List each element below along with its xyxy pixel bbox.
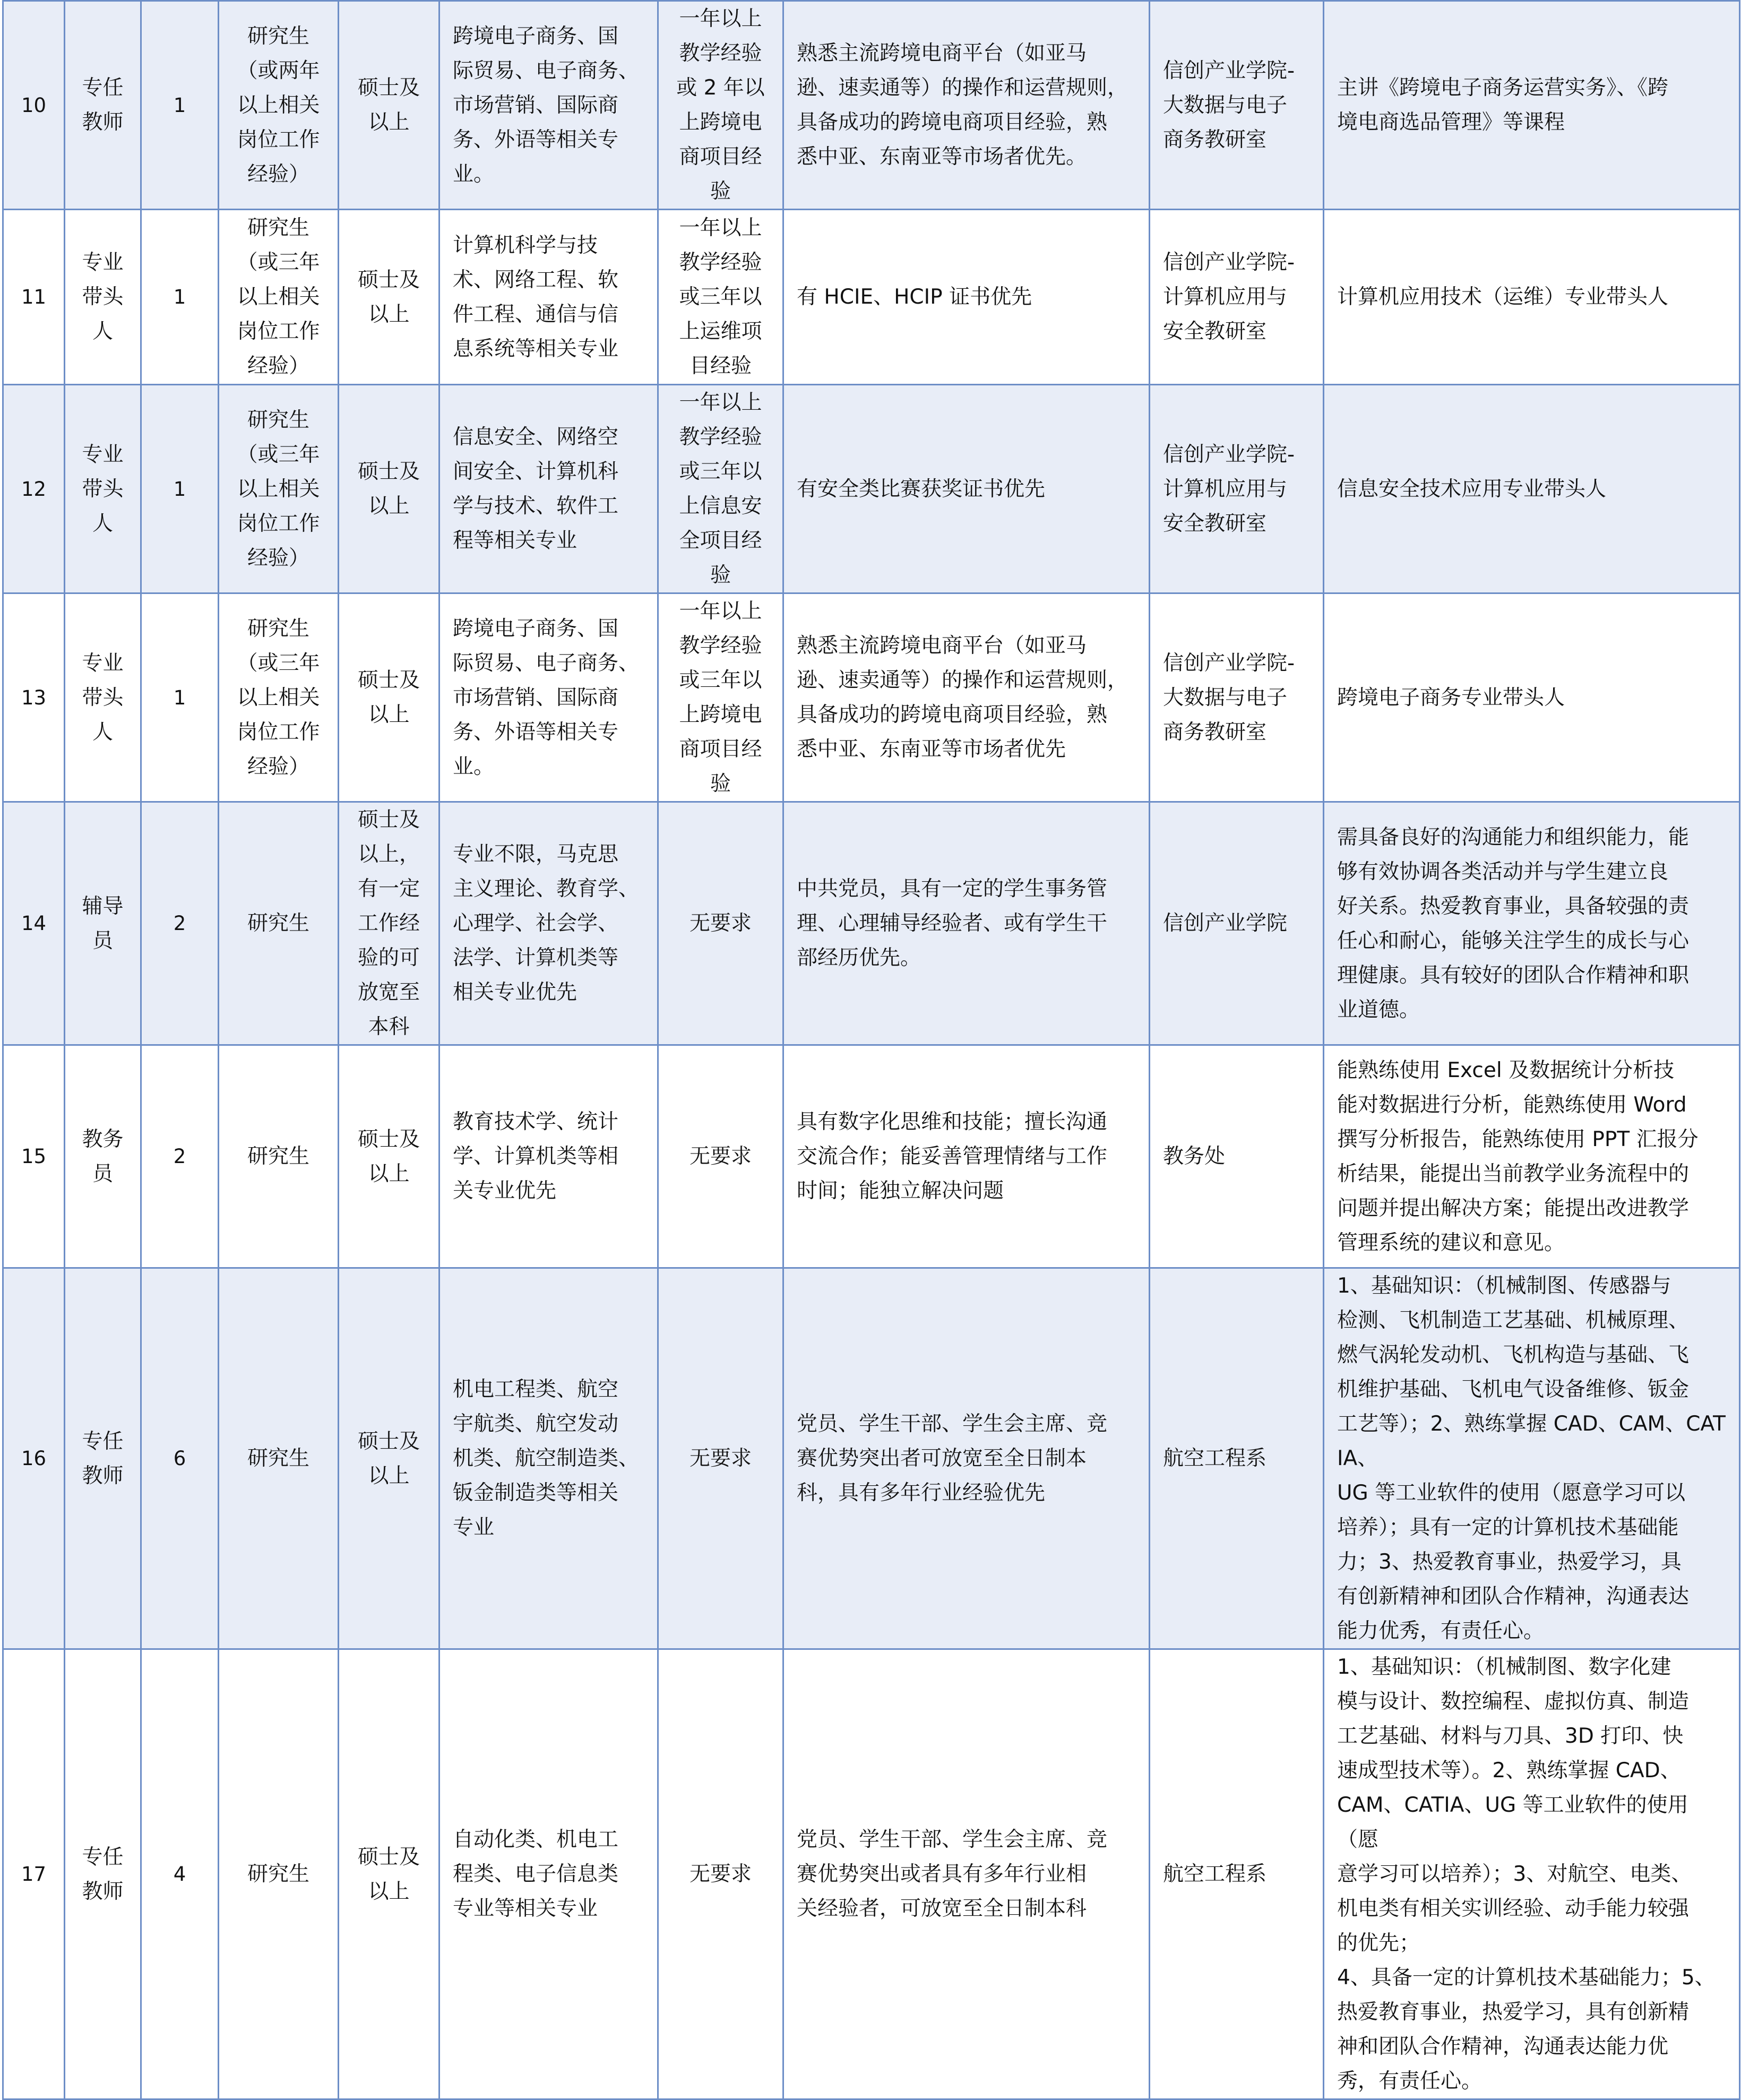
table-row	[3, 1649, 1740, 2099]
experience-cell: 一年以上 教学经验 或三年以 上跨境电 商项目经 验	[658, 593, 783, 802]
position-cell: 专业 带头 人	[65, 593, 141, 802]
position-cell: 专业 带头 人	[65, 210, 141, 385]
row-number: 15	[3, 1045, 65, 1268]
department-cell: 信创产业学院- 大数据与电子 商务教研室	[1150, 593, 1324, 802]
headcount-cell: 6	[141, 1268, 219, 1649]
headcount-cell: 4	[141, 1649, 219, 2099]
headcount-cell: 2	[141, 802, 219, 1045]
major-cell: 计算机科学与技 术、网络工程、软 件工程、通信与信 息系统等相关专业	[439, 210, 658, 385]
row-number: 11	[3, 210, 65, 385]
row-number: 16	[3, 1268, 65, 1649]
duty-cell: 计算机应用技术（运维）专业带头人	[1324, 210, 1740, 385]
experience-cell: 无要求	[658, 1649, 783, 2099]
position-cell: 专任 教师	[65, 1649, 141, 2099]
position-cell: 辅导 员	[65, 802, 141, 1045]
degree-cell: 硕士及 以上	[339, 593, 439, 802]
other-requirements-cell: 熟悉主流跨境电商平台（如亚马 逊、速卖通等）的操作和运营规则， 具备成功的跨境电商项目经验，熟 悉中亚、东南亚等市场者优先	[783, 593, 1150, 802]
other-requirements-cell: 党员、学生干部、学生会主席、竞 赛优势突出或者具有多年行业相 关经验者，可放宽至全日制本科	[783, 1649, 1150, 2099]
major-cell: 专业不限，马克思 主义理论、教育学、 心理学、社会学、 法学、计算机类等 相关专业优先	[439, 802, 658, 1045]
department-cell: 信创产业学院- 大数据与电子 商务教研室	[1150, 1, 1324, 210]
degree-cell: 硕士及 以上	[339, 1268, 439, 1649]
other-requirements-cell: 具有数字化思维和技能；擅长沟通 交流合作；能妥善管理情绪与工作 时间；能独立解决问题	[783, 1045, 1150, 1268]
other-requirements-cell: 有安全类比赛获奖证书优先	[783, 385, 1150, 593]
table-row	[3, 593, 1740, 802]
experience-cell: 无要求	[658, 1045, 783, 1268]
degree-cell: 硕士及 以上	[339, 1649, 439, 2099]
row-number: 17	[3, 1649, 65, 2099]
experience-cell: 无要求	[658, 1268, 783, 1649]
major-cell: 机电工程类、航空 宇航类、航空发动 机类、航空制造类、 钣金制造类等相关 专业	[439, 1268, 658, 1649]
other-requirements-cell: 党员、学生干部、学生会主席、竞 赛优势突出者可放宽至全日制本 科，具有多年行业经验优先	[783, 1268, 1150, 1649]
table-row	[3, 385, 1740, 593]
table-row	[3, 1, 1740, 210]
experience-cell: 一年以上 教学经验 或三年以 上信息安 全项目经 验	[658, 385, 783, 593]
row-number: 12	[3, 385, 65, 593]
duty-cell: 能熟练使用 Excel 及数据统计分析技 能对数据进行分析，能熟练使用 Word 撰写分析报告，能熟练使用 PPT 汇报分 析结果，能提出当前教学业务流程中的 问题并提出解决方案；能提出改进教学 管理系统的建议和意见。	[1324, 1045, 1740, 1268]
experience-cell: 一年以上 教学经验 或三年以 上运维项 目经验	[658, 210, 783, 385]
education-cell: 研究生 （或三年 以上相关 岗位工作 经验）	[219, 593, 339, 802]
duty-cell: 主讲《跨境电子商务运营实务》、《跨 境电商选品管理》等课程	[1324, 1, 1740, 210]
department-cell: 教务处	[1150, 1045, 1324, 1268]
row-number: 10	[3, 1, 65, 210]
position-cell: 专任 教师	[65, 1, 141, 210]
headcount-cell: 2	[141, 1045, 219, 1268]
duty-cell: 跨境电子商务专业带头人	[1324, 593, 1740, 802]
headcount-cell: 1	[141, 210, 219, 385]
table-row	[3, 1268, 1740, 1649]
position-cell: 专业 带头 人	[65, 385, 141, 593]
other-requirements-cell: 中共党员，具有一定的学生事务管 理、心理辅导经验者、或有学生干 部经历优先。	[783, 802, 1150, 1045]
education-cell: 研究生 （或三年 以上相关 岗位工作 经验）	[219, 385, 339, 593]
education-cell: 研究生 （或两年 以上相关 岗位工作 经验）	[219, 1, 339, 210]
education-cell: 研究生 （或三年 以上相关 岗位工作 经验）	[219, 210, 339, 385]
department-cell: 信创产业学院	[1150, 802, 1324, 1045]
other-requirements-cell: 熟悉主流跨境电商平台（如亚马 逊、速卖通等）的操作和运营规则， 具备成功的跨境电商项目经验，熟 悉中亚、东南亚等市场者优先。	[783, 1, 1150, 210]
department-cell: 航空工程系	[1150, 1649, 1324, 2099]
major-cell: 信息安全、网络空 间安全、计算机科 学与技术、软件工 程等相关专业	[439, 385, 658, 593]
row-number: 14	[3, 802, 65, 1045]
table-row	[3, 210, 1740, 385]
duty-cell: 1、基础知识：（机械制图、数字化建 模与设计、数控编程、虚拟仿真、制造 工艺基础、材料与刀具、3D 打印、快 速成型技术等）。2、熟练掌握 CAD、 CAM、CATIA、UG 等工业软件的使用（愿 意学习可以培养）；3、对航空、电类、 机电类有相关实训经验、动手能力较强 的优先； 4、具备一定的计算机技术基础能力；5、 热爱教育事业，热爱学习，具有创新精 神和团队合作精神，沟通表达能力优 秀，有责任心。	[1324, 1649, 1740, 2099]
row-number: 13	[3, 593, 65, 802]
duty-cell: 需具备良好的沟通能力和组织能力，能 够有效协调各类活动并与学生建立良 好关系。热爱教育事业，具备较强的责 任心和耐心，能够关注学生的成长与心 理健康。具有较好的团队合作精神和职 业道德。	[1324, 802, 1740, 1045]
major-cell: 教育技术学、统计 学、计算机类等相 关专业优先	[439, 1045, 658, 1268]
major-cell: 跨境电子商务、国 际贸易、电子商务、 市场营销、国际商 务、外语等相关专 业。	[439, 593, 658, 802]
degree-cell: 硕士及 以上	[339, 1045, 439, 1268]
education-cell: 研究生	[219, 1045, 339, 1268]
headcount-cell: 1	[141, 593, 219, 802]
education-cell: 研究生	[219, 1268, 339, 1649]
table-row	[3, 1045, 1740, 1268]
major-cell: 跨境电子商务、国 际贸易、电子商务、 市场营销、国际商 务、外语等相关专 业。	[439, 1, 658, 210]
headcount-cell: 1	[141, 385, 219, 593]
other-requirements-cell: 有 HCIE、HCIP 证书优先	[783, 210, 1150, 385]
table-row	[3, 802, 1740, 1045]
headcount-cell: 1	[141, 1, 219, 210]
degree-cell: 硕士及 以上	[339, 1, 439, 210]
position-cell: 专任 教师	[65, 1268, 141, 1649]
degree-cell: 硕士及 以上	[339, 210, 439, 385]
experience-cell: 无要求	[658, 802, 783, 1045]
recruitment-table	[2, 0, 1740, 2100]
education-cell: 研究生	[219, 802, 339, 1045]
position-cell: 教务 员	[65, 1045, 141, 1268]
duty-cell: 信息安全技术应用专业带头人	[1324, 385, 1740, 593]
experience-cell: 一年以上 教学经验 或 2 年以 上跨境电 商项目经 验	[658, 1, 783, 210]
department-cell: 航空工程系	[1150, 1268, 1324, 1649]
degree-cell: 硕士及 以上， 有一定 工作经 验的可 放宽至 本科	[339, 802, 439, 1045]
education-cell: 研究生	[219, 1649, 339, 2099]
degree-cell: 硕士及 以上	[339, 385, 439, 593]
duty-cell: 1、基础知识：（机械制图、传感器与 检测、飞机制造工艺基础、机械原理、 燃气涡轮发动机、飞机构造与基础、飞 机维护基础、飞机电气设备维修、钣金 工艺等）；2、熟练掌握 CAD、CAM、CATIA、 UG 等工业软件的使用（愿意学习可以 培养）；具有一定的计算机技术基础能 力；3、热爱教育事业，热爱学习，具 有创新精神和团队合作精神，沟通表达 能力优秀，有责任心。	[1324, 1268, 1740, 1649]
department-cell: 信创产业学院- 计算机应用与 安全教研室	[1150, 210, 1324, 385]
department-cell: 信创产业学院- 计算机应用与 安全教研室	[1150, 385, 1324, 593]
major-cell: 自动化类、机电工 程类、电子信息类 专业等相关专业	[439, 1649, 658, 2099]
